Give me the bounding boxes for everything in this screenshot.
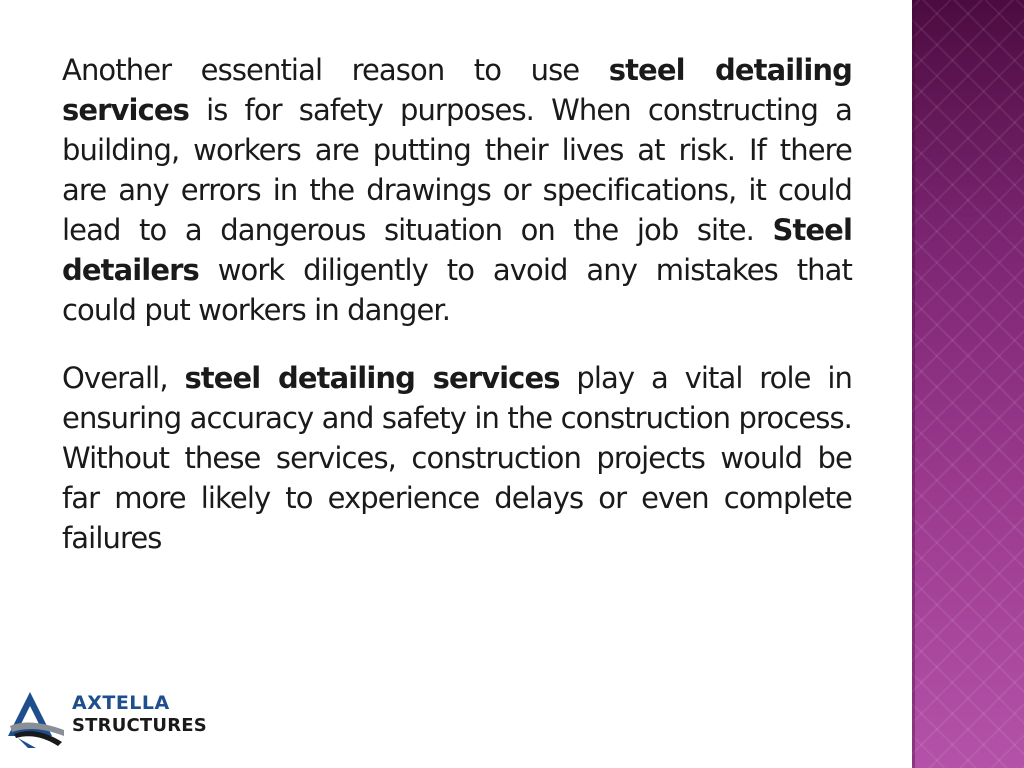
decorative-side-band [912, 0, 1024, 768]
paragraph-1-segment: Another essential reason to use [62, 53, 609, 87]
paragraph-1 [62, 50, 852, 330]
company-logo [6, 690, 236, 750]
paragraph-2-segment: play a vital role in ensuring accuracy and safety in the construction process. Without these services, construction projects would be far more likely to experience delays or even complete failures [62, 361, 852, 555]
logo-text-structures: STRUCTURES [72, 715, 207, 736]
bold-phrase: Steel detailers [62, 213, 852, 287]
paragraph-2 [62, 358, 852, 558]
bold-phrase: steel detailing services [184, 361, 560, 395]
bold-phrase: steel detailing services [62, 53, 852, 127]
paragraph-1-segment: is for safety purposes. When constructing a building, workers are putting their lives at risk. If there are any errors in the drawings or specifications, it could lead to a dangerous situation on the job site. [62, 93, 852, 247]
axtella-triangle-logo-icon [6, 690, 72, 750]
paragraph-2-segment: Overall, [62, 361, 185, 395]
body-text [62, 50, 852, 558]
paragraph-1-segment: work diligently to avoid any mistakes that could put workers in danger. [62, 253, 852, 327]
side-band-edge [912, 0, 915, 768]
logo-text-axtella: AXTELLA [72, 692, 170, 714]
